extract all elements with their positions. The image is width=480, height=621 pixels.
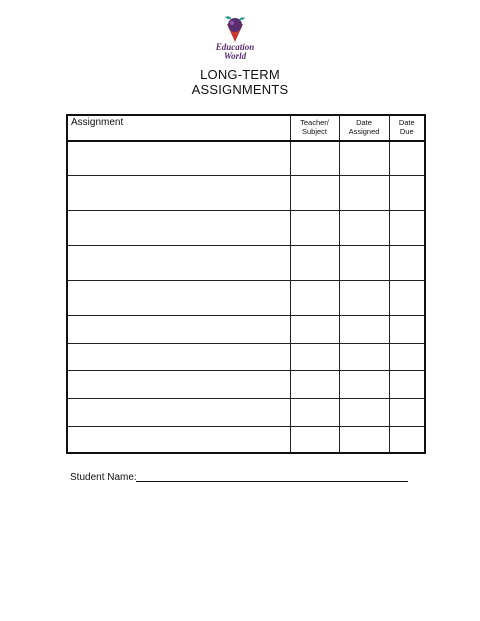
- date-assigned-cell[interactable]: [339, 426, 389, 453]
- teacher-subject-cell[interactable]: [290, 175, 339, 210]
- table-row: [67, 280, 425, 315]
- assignment-cell[interactable]: [67, 315, 290, 343]
- assignment-cell[interactable]: [67, 175, 290, 210]
- header-label-line1: Date: [356, 118, 372, 127]
- assignment-cell[interactable]: [67, 141, 290, 175]
- teacher-subject-cell[interactable]: [290, 210, 339, 245]
- date-assigned-cell[interactable]: [339, 343, 389, 370]
- header-date-assigned: [339, 115, 389, 141]
- student-name-line[interactable]: [136, 481, 408, 482]
- assignment-cell[interactable]: [67, 210, 290, 245]
- teacher-subject-cell[interactable]: [290, 315, 339, 343]
- apple-globe-icon: [205, 16, 265, 44]
- table-row: [67, 141, 425, 175]
- logo-text-line2: World: [223, 51, 247, 61]
- assignment-cell[interactable]: [67, 280, 290, 315]
- table-row: [67, 426, 425, 453]
- date-due-cell[interactable]: [389, 245, 425, 280]
- teacher-subject-cell[interactable]: [290, 343, 339, 370]
- date-due-cell[interactable]: [389, 426, 425, 453]
- teacher-subject-cell[interactable]: [290, 370, 339, 398]
- teacher-subject-cell[interactable]: [290, 245, 339, 280]
- education-world-logo: [205, 16, 265, 62]
- date-due-cell[interactable]: [389, 370, 425, 398]
- teacher-subject-cell[interactable]: [290, 398, 339, 426]
- table-header-row: [67, 115, 425, 141]
- date-due-cell[interactable]: [389, 175, 425, 210]
- assignment-cell[interactable]: [67, 245, 290, 280]
- date-due-cell[interactable]: [389, 210, 425, 245]
- date-due-cell[interactable]: [389, 398, 425, 426]
- date-assigned-cell[interactable]: [339, 398, 389, 426]
- date-due-cell[interactable]: [389, 141, 425, 175]
- table-row: [67, 245, 425, 280]
- date-assigned-cell[interactable]: [339, 280, 389, 315]
- date-due-cell[interactable]: [389, 280, 425, 315]
- assignment-cell[interactable]: [67, 370, 290, 398]
- table-row: [67, 210, 425, 245]
- assignment-cell[interactable]: [67, 426, 290, 453]
- table-row: [67, 315, 425, 343]
- student-name-label: Student Name:: [70, 472, 137, 483]
- header-label-line2: Subject: [301, 127, 328, 136]
- date-assigned-cell[interactable]: [339, 245, 389, 280]
- header-label-line2: Assigned: [348, 127, 380, 136]
- logo-text-line1: Education: [215, 42, 255, 52]
- date-due-cell[interactable]: [389, 315, 425, 343]
- date-assigned-cell[interactable]: [339, 315, 389, 343]
- header-assignment-label: Assignment: [71, 117, 124, 128]
- assignments-table: [66, 114, 426, 454]
- teacher-subject-cell[interactable]: [290, 426, 339, 453]
- teacher-subject-cell[interactable]: [290, 280, 339, 315]
- date-assigned-cell[interactable]: [339, 175, 389, 210]
- header-label-line1: Date: [398, 118, 415, 127]
- page-title-line1: LONG-TERM: [200, 67, 280, 82]
- teacher-subject-cell[interactable]: [290, 141, 339, 175]
- header-label-line1: Teacher/: [300, 118, 329, 127]
- header-assignment: [67, 115, 290, 141]
- table-row: [67, 175, 425, 210]
- date-due-cell[interactable]: [389, 343, 425, 370]
- header-label-line2: Due: [399, 127, 414, 136]
- page-title-line2: ASSIGNMENTS: [191, 82, 289, 97]
- assignment-cell[interactable]: [67, 398, 290, 426]
- table-row: [67, 343, 425, 370]
- date-assigned-cell[interactable]: [339, 210, 389, 245]
- date-assigned-cell[interactable]: [339, 370, 389, 398]
- table-row: [67, 398, 425, 426]
- header-date-due: [389, 115, 425, 141]
- assignment-cell[interactable]: [67, 343, 290, 370]
- date-assigned-cell[interactable]: [339, 141, 389, 175]
- table-row: [67, 370, 425, 398]
- header-teacher-subject: [290, 115, 339, 141]
